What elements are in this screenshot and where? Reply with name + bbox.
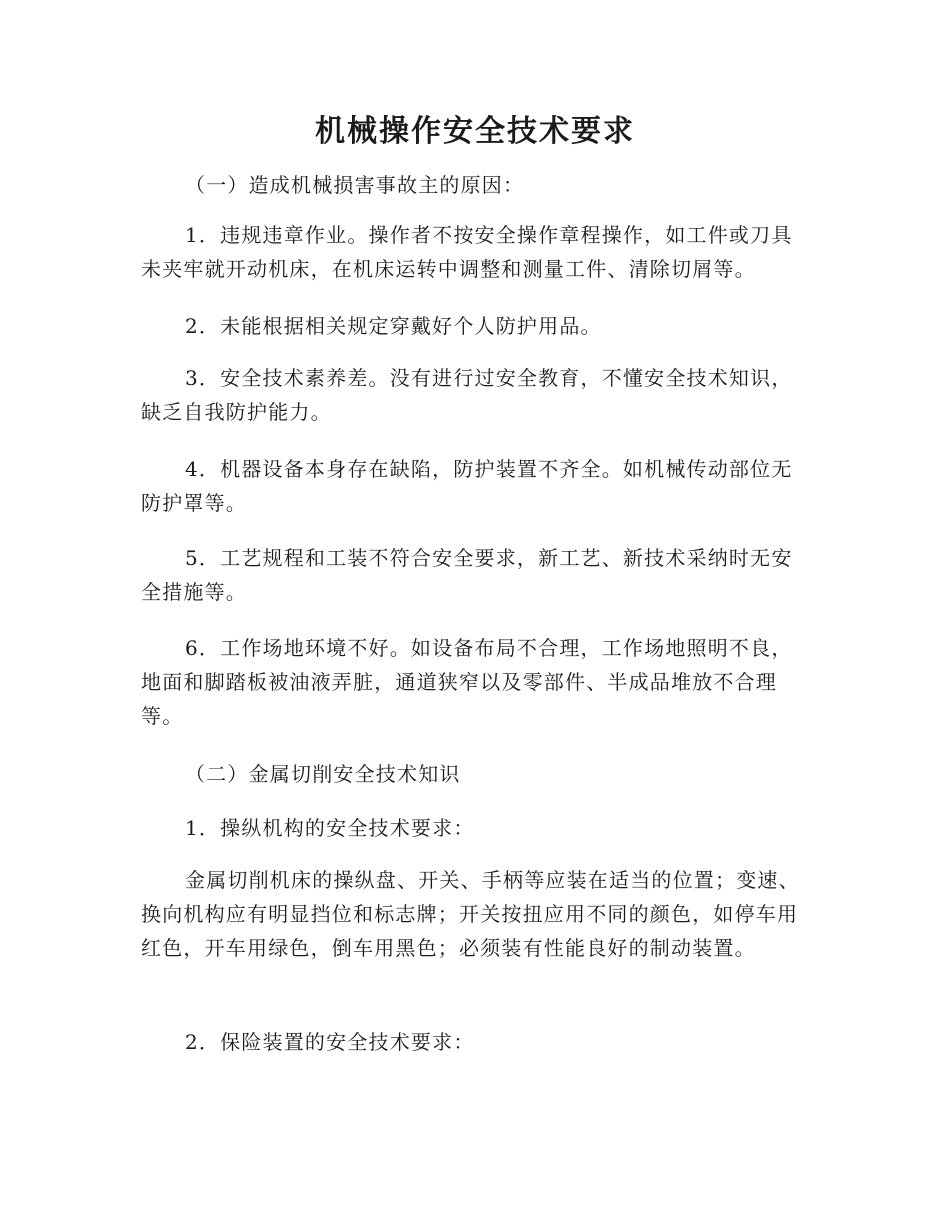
section-heading-2: （二）金属切削安全技术知识: [185, 762, 461, 786]
paragraph-item-5: 5．工艺规程和工装不符合安全要求，新工艺、新技术采纳时无安全措施等。: [141, 546, 793, 604]
paragraph-item-operating-mechanism: 1．操纵机构的安全技术要求：: [185, 816, 475, 840]
paragraph-item-safety-device: 2．保险装置的安全技术要求：: [185, 1030, 475, 1054]
document-title: 机械操作安全技术要求: [315, 114, 635, 149]
paragraph-item-1: 1．违规违章作业。操作者不按安全操作章程操作，如工件或刀具未夹牢就开动机床，在机床运转中调整和测量工件、清除切屑等。: [141, 223, 793, 281]
section-heading-1: （一）造成机械损害事故主的原因：: [185, 173, 525, 197]
paragraph-operating-requirements: 金属切削机床的操纵盘、开关、手柄等应装在适当的位置；变速、换向机构应有明显挡位和标志牌；开关按扭应用不同的颜色，如停车用红色，开车用绿色，倒车用黑色；必须装有性能良好的制动装置。: [141, 868, 800, 960]
paragraph-item-3: 3．安全技术素养差。没有进行过安全教育，不懂安全技术知识，缺乏自我防护能力。: [141, 366, 793, 424]
paragraph-item-2: 2．未能根据相关规定穿戴好个人防护用品。: [185, 314, 602, 338]
paragraph-item-6: 6．工作场地环境不好。如设备布局不合理，工作场地照明不良，地面和脚踏板被油液弄脏，通道狭窄以及零部件、半成品堆放不合理等。: [141, 636, 793, 728]
paragraph-item-4: 4．机器设备本身存在缺陷，防护装置不齐全。如机械传动部位无防护罩等。: [141, 457, 793, 515]
